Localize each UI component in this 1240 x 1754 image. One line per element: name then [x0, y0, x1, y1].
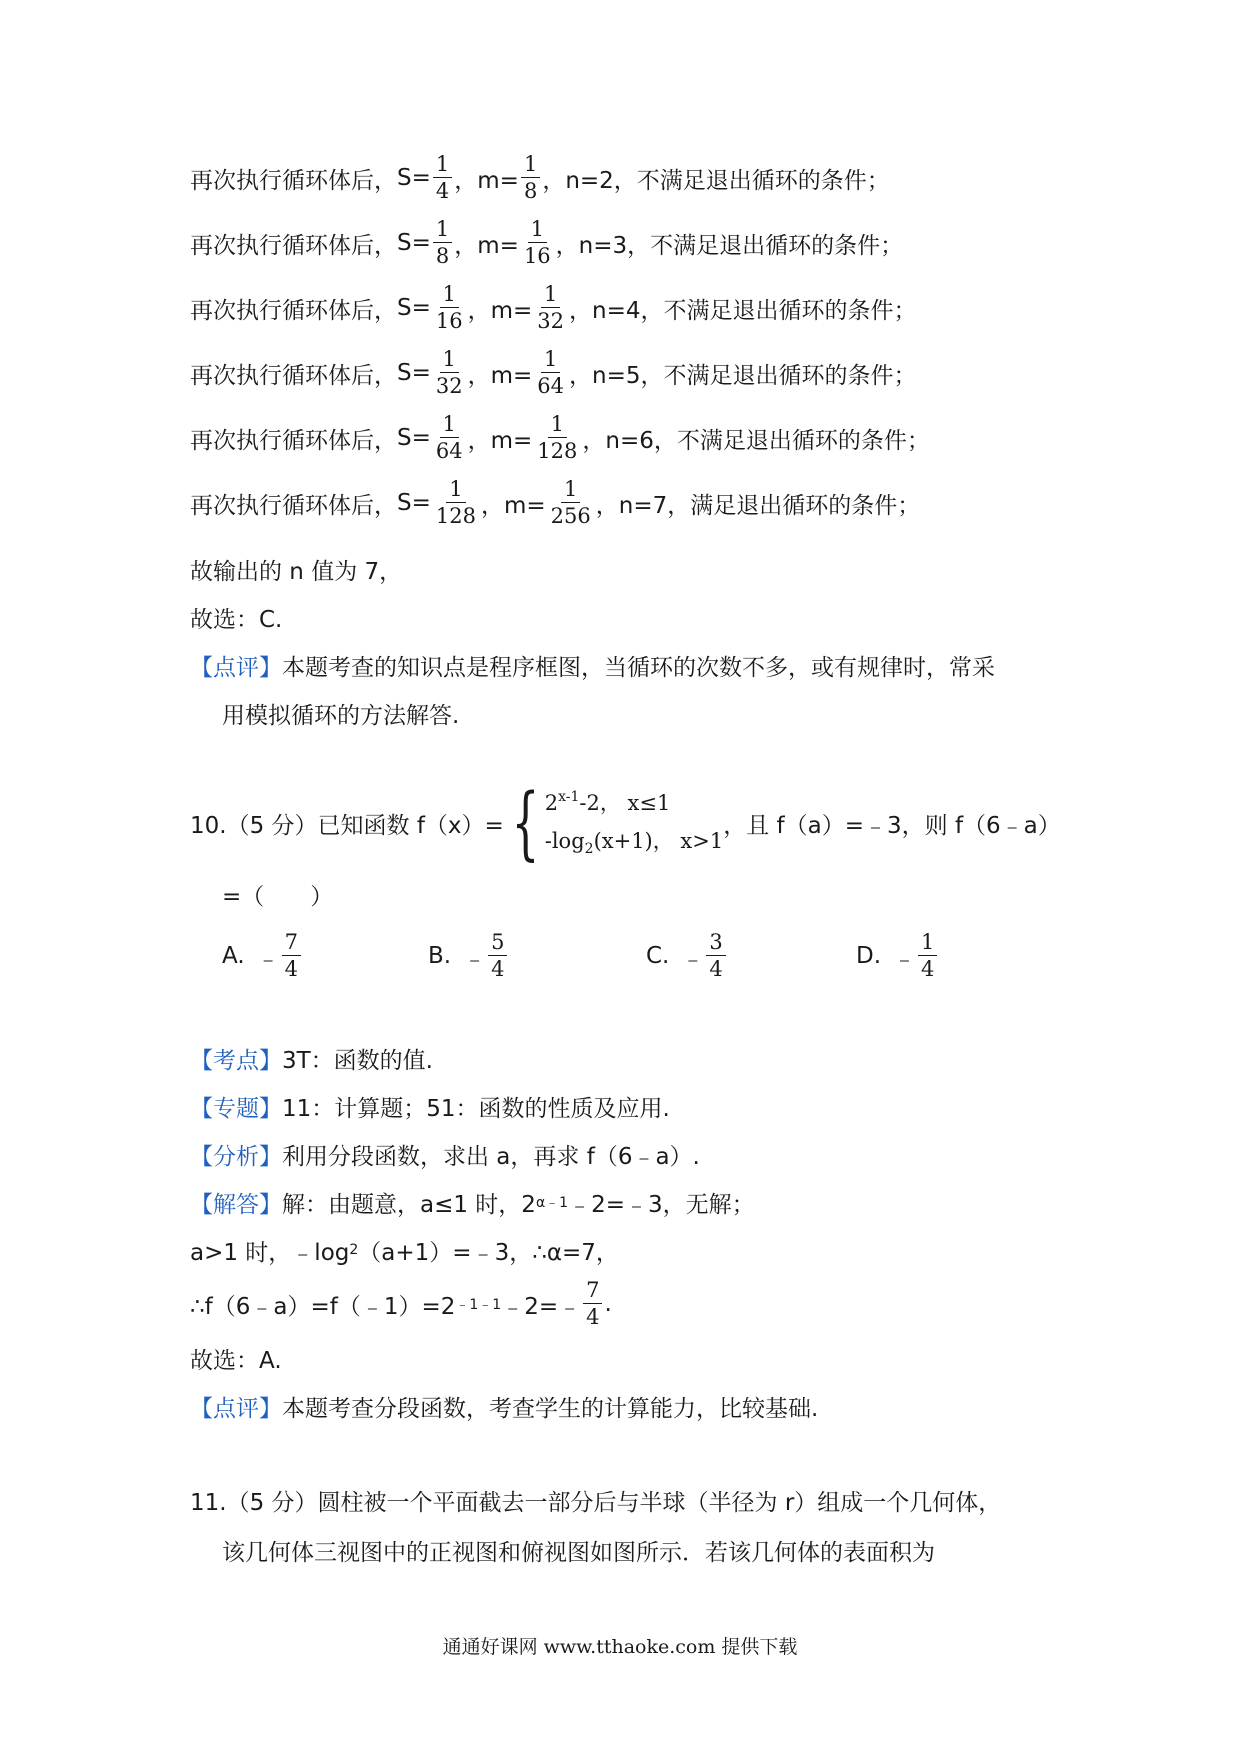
m-fraction: $\frac{1}{16}$: [523, 217, 551, 268]
q9-answer: 故选：C.: [190, 606, 283, 633]
s-fraction: $\frac{1}{64}$: [435, 412, 463, 463]
q10-cont: =（ ）: [222, 883, 334, 910]
q10-suffix: ，且 f（a）=﹣3，则 f（6﹣a）: [723, 812, 1061, 839]
case-1: 2$^{x-1}$-2， x≤1: [544, 789, 671, 815]
review-text: 本题考查的知识点是程序框图，当循环的次数不多，或有规律时，常采: [282, 654, 995, 681]
loop-line: 再次执行循环体后， S= $\frac{1}{128}$ ，m= $\frac{1}{256}$ ，n=7，满足退出循环的条件；: [190, 477, 921, 528]
q9-output: 故输出的 n 值为 7，: [190, 558, 403, 585]
q9-review-cont: 用模拟循环的方法解答.: [222, 702, 460, 729]
loop-line: 再次执行循环体后， S= $\frac{1}{16}$ ，m= $\frac{1}{32}$ ，n=4，不满足退出循环的条件；: [190, 282, 917, 333]
brace-icon: {: [511, 776, 540, 869]
loop-line: 再次执行循环体后， S= $\frac{1}{64}$ ，m= $\frac{1}{128}$ ，n=6，不满足退出循环的条件；: [190, 412, 930, 463]
jieda-tag: 【解答】: [190, 1191, 282, 1218]
q10-stem: [190, 776, 1061, 869]
page-footer: 通通好课网 www.tthaoke.com 提供下载: [442, 1636, 798, 1658]
q11-stem: 11.（5 分）圆柱被一个平面截去一部分后与半球（半径为 r）组成一个几何体，: [190, 1489, 1002, 1516]
loop-line: 再次执行循环体后， S= $\frac{1}{4}$ ，m= $\frac{1}{8}$ ，n=2，不满足退出循环的条件；: [190, 152, 890, 203]
m-fraction: $\frac{1}{8}$: [521, 154, 540, 202]
choice-b: B. ﹣ $\frac{5}{4}$: [428, 925, 509, 987]
s-fraction: $\frac{1}{16}$: [435, 282, 463, 333]
q11-stem-cont: 该几何体三视图中的正视图和俯视图如图所示．若该几何体的表面积为: [222, 1539, 935, 1566]
loop-line: 再次执行循环体后， S= $\frac{1}{32}$ ，m= $\frac{1}{64}$ ，n=5，不满足退出循环的条件；: [190, 347, 917, 398]
case-2: $-\log_2(x+1)$， x>1: [544, 829, 724, 857]
choice-a: A. ﹣ $\frac{7}{4}$: [222, 925, 303, 987]
choice-d: D. ﹣ $\frac{1}{4}$: [856, 925, 939, 987]
loop-line: 再次执行循环体后， S= $\frac{1}{8}$ ，m= $\frac{1}{16}$ ，n=3，不满足退出循环的条件；: [190, 217, 904, 268]
q9-review: [190, 643, 995, 687]
q10-zhuanti: 【专题】 11：计算题；51：函数的性质及应用.: [190, 1084, 670, 1128]
s-fraction: $\frac{1}{32}$: [435, 347, 463, 398]
s-fraction: $\frac{1}{4}$: [433, 154, 452, 202]
q10-choices: [0, 925, 1240, 987]
piecewise-cases: [545, 778, 724, 868]
q10-jieda-line3: ∴f（6﹣a）=f（﹣1）=2 ﹣1﹣1 ﹣2=﹣ $\frac{7}{4}$ .: [190, 1278, 612, 1329]
m-fraction: $\frac{1}{256}$: [550, 477, 591, 528]
q10-kaodian: 【考点】 3T：函数的值.: [190, 1036, 433, 1080]
kaodian-tag: 【考点】: [190, 1047, 282, 1074]
zhuanti-tag: 【专题】: [190, 1095, 282, 1122]
choice-c: C. ﹣ $\frac{3}{4}$: [646, 925, 728, 987]
fenxi-tag: 【分析】: [190, 1143, 282, 1170]
review-tag: 【点评】: [190, 654, 282, 681]
m-fraction: $\frac{1}{32}$: [537, 282, 565, 333]
q10-review: 【点评】 本题考查分段函数，考查学生的计算能力，比较基础.: [190, 1384, 818, 1428]
q10-prefix: 10.（5 分）已知函数 f（x）=: [190, 812, 504, 839]
m-fraction: $\frac{1}{64}$: [537, 347, 565, 398]
result-fraction: $\frac{7}{4}$: [583, 1280, 602, 1328]
review-tag: 【点评】: [190, 1395, 282, 1422]
s-fraction: $\frac{1}{8}$: [433, 219, 452, 267]
m-fraction: $\frac{1}{128}$: [537, 412, 578, 463]
q10-jieda: 【解答】 解：由题意，a≤1 时，2 α﹣1 ﹣2=﹣3，无解；: [190, 1180, 755, 1224]
q10-answer: 故选：A.: [190, 1347, 282, 1374]
q10-fenxi: 【分析】 利用分段函数，求出 a，再求 f（6﹣a）.: [190, 1132, 700, 1176]
s-fraction: $\frac{1}{128}$: [435, 477, 476, 528]
q10-jieda-line2: a>1 时，﹣log 2 （a+1）=﹣3，∴α=7，: [190, 1239, 619, 1266]
